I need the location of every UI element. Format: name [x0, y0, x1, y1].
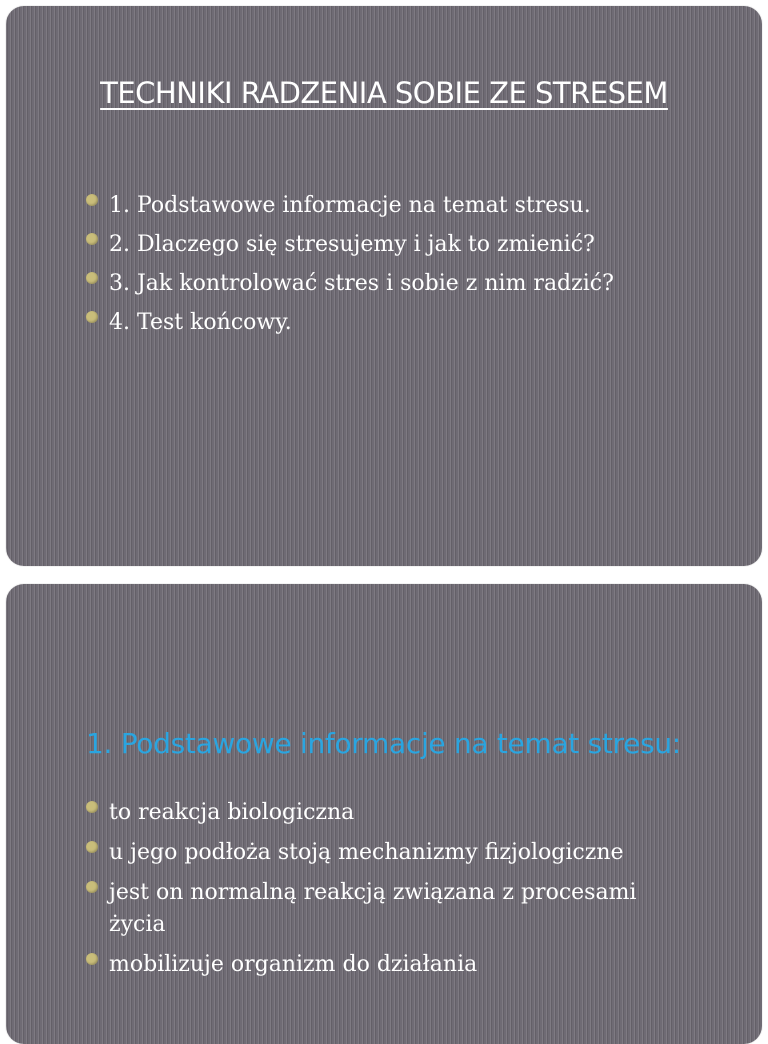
- bullet-dot-icon: [86, 953, 98, 965]
- list-item: [86, 949, 682, 981]
- bullet-list: [86, 190, 722, 346]
- list-item-text: mobilizuje organizm do działania: [109, 952, 478, 977]
- list-item-text: 2. Dlaczego się stresujemy i jak to zmienić?: [109, 232, 595, 257]
- list-item: [86, 190, 722, 222]
- list-item: [86, 268, 722, 300]
- slide-title: TECHNIKI RADZENIA SOBIE ZE STRESEM: [100, 76, 668, 110]
- list-item-text: 4. Test końcowy.: [109, 310, 292, 335]
- list-item-text: 1. Podstawowe informacje na temat stresu.: [109, 193, 591, 218]
- bullet-dot-icon: [86, 233, 98, 245]
- bullet-dot-icon: [86, 194, 98, 206]
- list-item: [86, 877, 682, 941]
- list-item-text: u jego podłoża stoją mechanizmy fizjologiczne: [109, 840, 624, 865]
- list-item-text: 3. Jak kontrolować stres i sobie z nim radzić?: [109, 271, 614, 296]
- list-item: [86, 229, 722, 261]
- list-item-text: jest on normalną reakcją związana z procesami życia: [109, 880, 637, 937]
- bullet-list: [86, 797, 682, 989]
- list-item-text: to reakcja biologiczna: [109, 800, 355, 825]
- bullet-dot-icon: [86, 841, 98, 853]
- list-item: [86, 837, 682, 869]
- slide-2: [6, 584, 762, 1044]
- bullet-dot-icon: [86, 881, 98, 893]
- list-item: [86, 307, 722, 339]
- bullet-dot-icon: [86, 272, 98, 284]
- bullet-dot-icon: [86, 311, 98, 323]
- bullet-dot-icon: [86, 801, 98, 813]
- section-heading: 1. Podstawowe informacje na temat stresu:: [86, 727, 681, 760]
- list-item: [86, 797, 682, 829]
- slide-1: [6, 6, 762, 566]
